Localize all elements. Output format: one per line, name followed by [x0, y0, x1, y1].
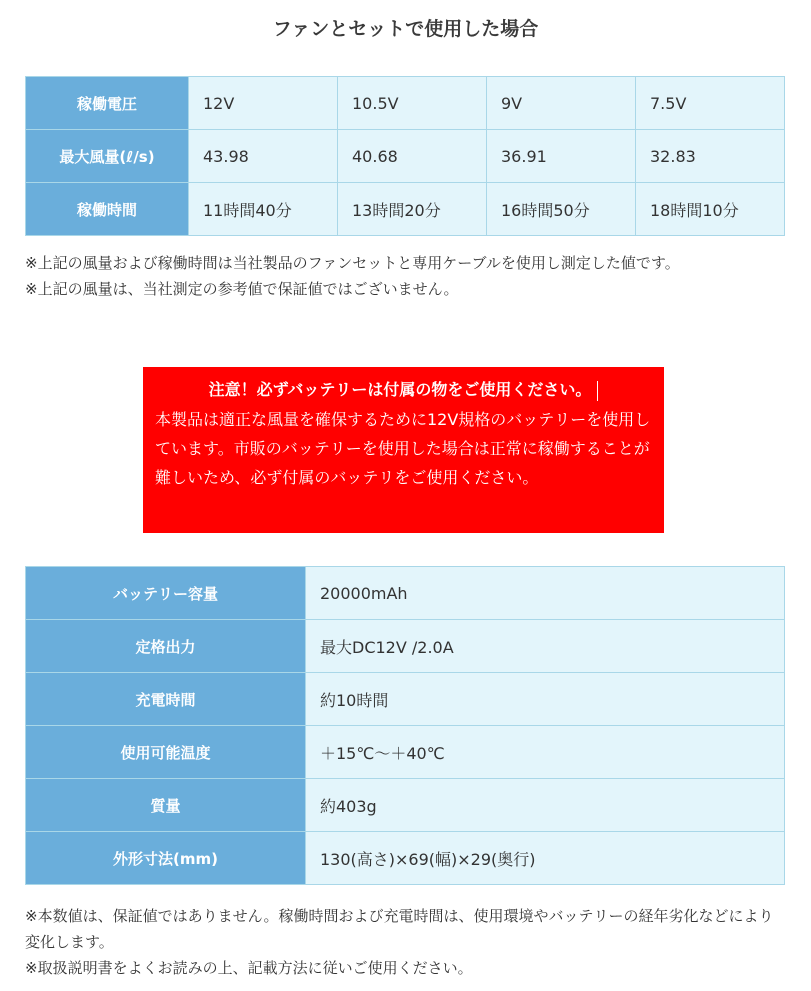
table-cell: 9V: [487, 77, 636, 130]
warning-heading: [155, 375, 652, 405]
table-cell: 36.91: [487, 130, 636, 183]
note-line: ※上記の風量および稼働時間は当社製品のファンセットと専用ケーブルを使用し測定した値です。: [25, 254, 680, 272]
battery-notes: [25, 903, 785, 981]
row-header-charge-time: 充電時間: [26, 673, 306, 726]
table-cell: 43.98: [189, 130, 338, 183]
table-row: [26, 620, 785, 673]
table-cell: 40.68: [338, 130, 487, 183]
page-title: ファンとセットで使用した場合: [272, 18, 539, 40]
table-cell: 18時間10分: [636, 183, 785, 236]
row-header-runtime: 稼働時間: [26, 183, 189, 236]
table-row: [26, 779, 785, 832]
table-cell: 7.5V: [636, 77, 785, 130]
table-row: [26, 726, 785, 779]
table-row: [26, 77, 785, 130]
table-cell: 130(高さ)×69(幅)×29(奥行): [306, 832, 785, 885]
table-cell: 16時間50分: [487, 183, 636, 236]
table-row: [26, 130, 785, 183]
table-cell: 約10時間: [306, 673, 785, 726]
table-row: [26, 183, 785, 236]
table-cell: 10.5V: [338, 77, 487, 130]
table-cell: 最大DC12V /2.0A: [306, 620, 785, 673]
fan-spec-table: [25, 76, 785, 236]
table-cell: ＋15℃～＋40℃: [306, 726, 785, 779]
warning-body: 本製品は適正な風量を確保するために12V規格のバッテリーを使用しています。市販のバッテリーを使用した場合は正常に稼働することが難しいため、必ず付属のバッテリをご使用ください。: [155, 410, 651, 487]
table-row: [26, 673, 785, 726]
table-cell: 約403g: [306, 779, 785, 832]
text-cursor-icon: [597, 381, 598, 401]
row-header-capacity: バッテリー容量: [26, 567, 306, 620]
row-header-voltage: 稼働電圧: [26, 77, 189, 130]
table-cell: 11時間40分: [189, 183, 338, 236]
row-header-rated-output: 定格出力: [26, 620, 306, 673]
table-cell: 12V: [189, 77, 338, 130]
battery-spec-table: [25, 566, 785, 885]
table-cell: 13時間20分: [338, 183, 487, 236]
row-header-dimensions: 外形寸法(mm): [26, 832, 306, 885]
note-line: ※取扱説明書をよくお読みの上、記載方法に従いご使用ください。: [25, 959, 473, 977]
battery-warning-box: [143, 367, 664, 533]
table-cell: 20000mAh: [306, 567, 785, 620]
note-line: ※上記の風量は、当社測定の参考値で保証値ではございません。: [25, 280, 459, 298]
row-header-weight: 質量: [26, 779, 306, 832]
table-row: [26, 567, 785, 620]
row-header-airflow: 最大風量(ℓ/s): [26, 130, 189, 183]
fan-notes: [25, 250, 785, 302]
warning-heading-text: 注意！必ずバッテリーは付属の物をご使用ください。: [208, 380, 592, 399]
table-row: [26, 832, 785, 885]
row-header-temperature: 使用可能温度: [26, 726, 306, 779]
note-line: ※本数値は、保証値ではありません。稼働時間および充電時間は、使用環境やバッテリーの経年劣化などにより変化します。: [25, 907, 774, 951]
table-cell: 32.83: [636, 130, 785, 183]
